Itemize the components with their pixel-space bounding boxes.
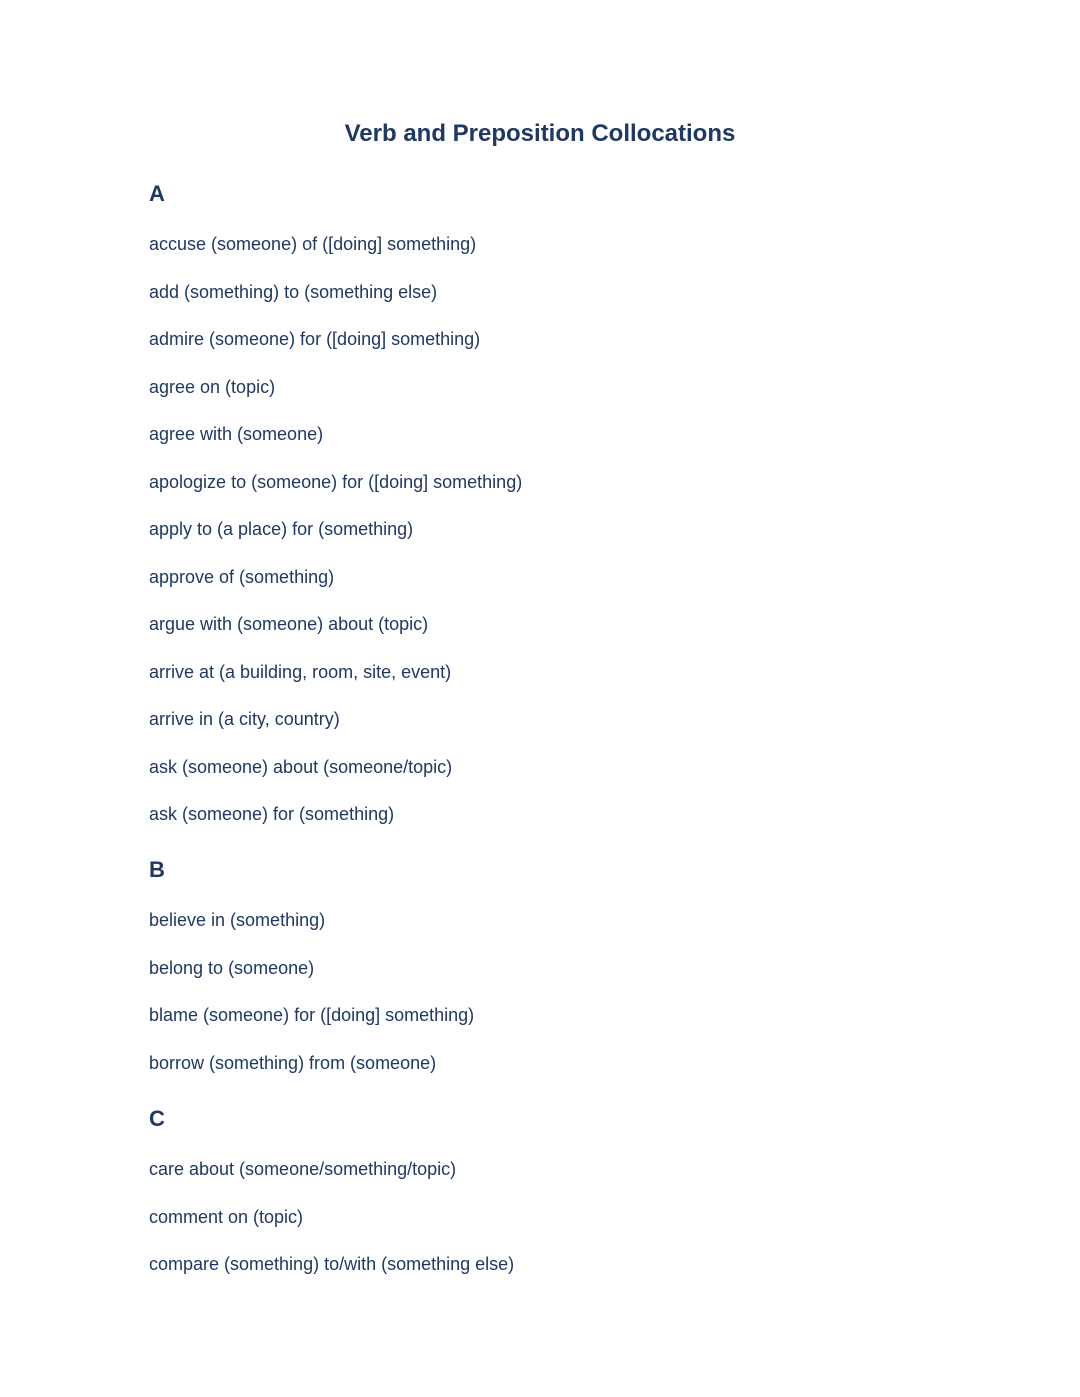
list-item: borrow (something) from (someone) bbox=[149, 1053, 437, 1073]
page-title: Verb and Preposition Collocations bbox=[344, 120, 736, 147]
list-item: argue with (someone) about (topic) bbox=[149, 614, 429, 634]
list-item: agree on (topic) bbox=[149, 377, 276, 397]
list-item: comment on (topic) bbox=[149, 1207, 304, 1227]
list-item: ask (someone) about (someone/topic) bbox=[149, 757, 453, 777]
list-item: compare (something) to/with (something else) bbox=[149, 1254, 515, 1274]
list-item: belong to (someone) bbox=[149, 958, 315, 978]
list-item: arrive at (a building, room, site, event) bbox=[149, 662, 452, 682]
list-item: approve of (something) bbox=[149, 567, 335, 587]
list-item: believe in (something) bbox=[149, 910, 326, 930]
list-item: ask (someone) for (something) bbox=[149, 804, 395, 824]
section-heading-b: B bbox=[149, 857, 165, 882]
list-item: accuse (someone) of ([doing] something) bbox=[149, 234, 477, 254]
list-item: arrive in (a city, country) bbox=[149, 709, 340, 729]
list-item: admire (someone) for ([doing] something) bbox=[149, 329, 481, 349]
section-heading-a: A bbox=[149, 181, 165, 206]
list-item: apply to (a place) for (something) bbox=[149, 519, 414, 539]
list-item: care about (someone/something/topic) bbox=[149, 1159, 457, 1179]
list-item: blame (someone) for ([doing] something) bbox=[149, 1005, 475, 1025]
section-heading-c: C bbox=[149, 1106, 165, 1131]
list-item: apologize to (someone) for ([doing] something) bbox=[149, 472, 523, 492]
list-item: agree with (someone) bbox=[149, 424, 324, 444]
list-item: add (something) to (something else) bbox=[149, 282, 438, 302]
